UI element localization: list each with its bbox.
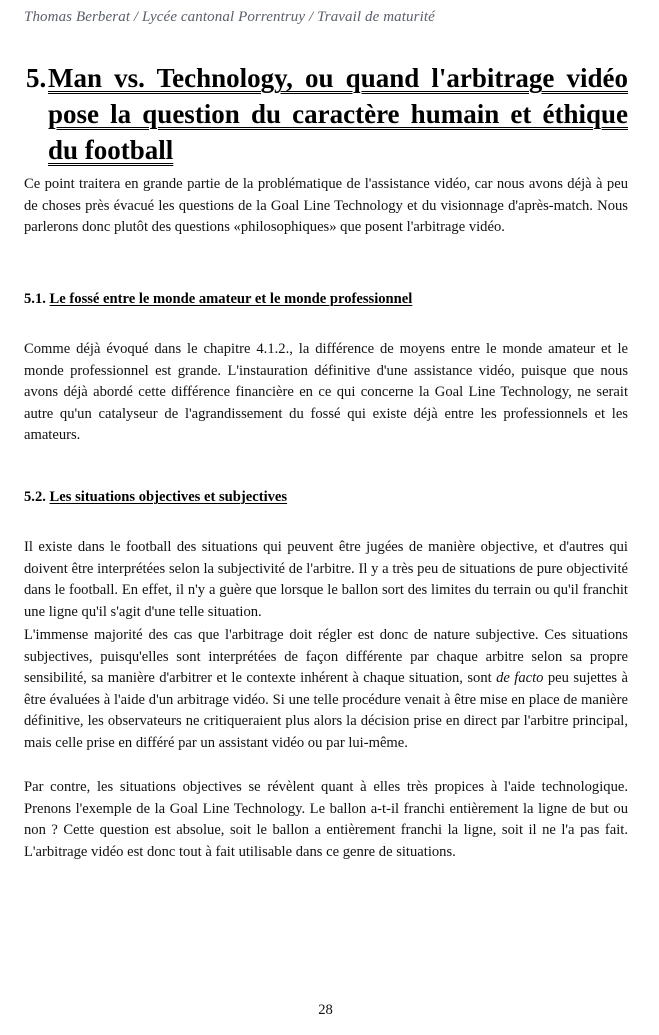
section-5-2-paragraph-3: Par contre, les situations objectives se révèlent quant à elles très propices à l'aide technologique. Prenons l'exemple de la Goal Line Technology. Le ballon a-t-il franchi entièrement la ligne de but ou non ? Cette question est absolue, soit le ballon a entièrement franchi la ligne, soit il ne l'a pas fait. L'arbitrage vidéo est donc tout à fait utilisable dans ce genre de situations.: [24, 779, 628, 860]
section-title: Le fossé entre le monde amateur et le monde professionnel: [49, 291, 413, 307]
section-5-1-paragraph: Comme déjà évoqué dans le chapitre 4.1.2., la différence de moyens entre le monde amateur et le monde professionnel est grande. L'instauration définitive d'une assistance vidéo, puisque que nous avons déjà abordé cette différence financière en ce qui concerne la Goal Line Technology, ne serait autre qu'un catalyseur de l'agrandissement du fossé qui existe déjà entre les professionnels et les amateurs.: [24, 341, 628, 444]
section-title: Les situations objectives et subjectives: [49, 489, 288, 505]
paragraph-text: L'immense majorité des cas que l'arbitrage doit régler est donc de nature subjective. Ces situations subjectives, puisqu'elles sont interprétées de façon différente par chaque arbitre selon sa propre sensibilité, sa manière d'arbitrer et le contexte inhérent à chaque situation, sont: [24, 627, 628, 687]
intro-paragraph: Ce point traitera en grande partie de la problématique de l'assistance vidéo, car nous avons déjà à peu de choses près évacué les questions de la Goal Line Technology et du visionnage d'après-match. Nous parlerons donc plutôt des questions «philosophiques» que posent l'arbitrage vidéo.: [24, 176, 628, 236]
running-header: Thomas Berberat / Lycée cantonal Porrentruy / Travail de maturité: [24, 9, 435, 25]
paragraph-text: peu sujettes à être évaluées à l'aide d'un arbitrage vidéo. Si une telle procédure venait à être mise en place de manière définitive, les observateurs ne critiqueraient plus alors la décision prise en direct par l'arbitre principal, mais celle prise en différé par un assistant vidéo ou par lui-même.: [24, 670, 628, 751]
page-number: 28: [318, 1002, 333, 1018]
section-heading-5-1: [24, 291, 412, 308]
section-5-2-paragraph-1: Il existe dans le football des situations qui peuvent être jugées de manière objective, et d'autres qui doivent être interprétées selon la subjectivité de l'arbitre. Il y a très peu de situations de pure objectivité dans le football. En effet, il n'y a guère que lorsque le ballon sort des limites du terrain ou qu'il franchit une ligne qu'il s'agit d'une telle situation.: [24, 539, 628, 620]
section-5-2-paragraph-2: [24, 625, 628, 755]
chapter-number: 5.: [26, 63, 47, 93]
section-heading-5-2: [24, 489, 287, 506]
emphasis-text: de facto: [496, 670, 544, 687]
chapter-title: Man vs. Technology, ou quand l'arbitrage vidéo pose la question du caractère humain et éthique du football: [48, 63, 628, 165]
section-number: 5.1.: [24, 291, 46, 307]
section-number: 5.2.: [24, 489, 46, 505]
chapter-heading: [26, 60, 628, 168]
